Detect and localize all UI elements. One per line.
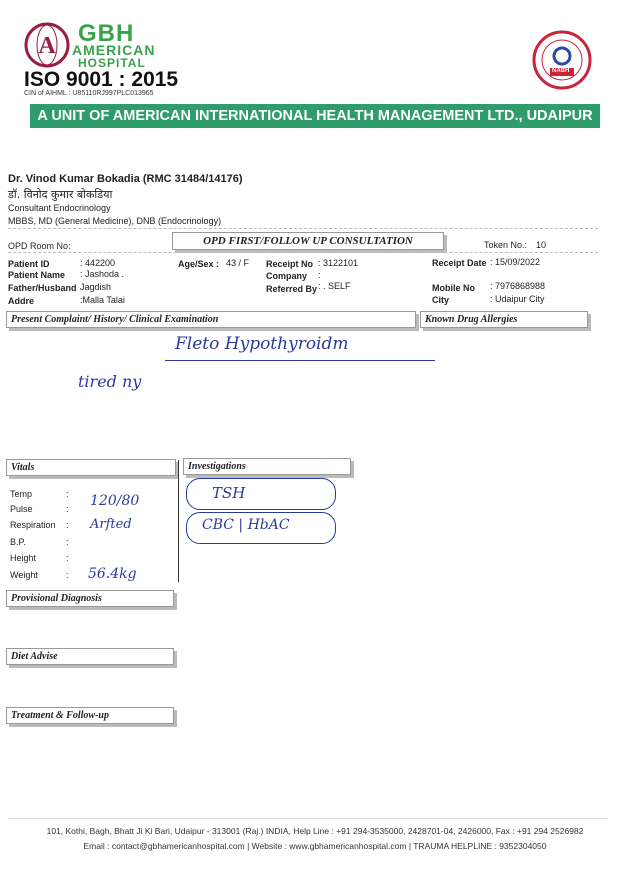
receipt-no-label: Receipt No	[266, 259, 314, 269]
vital-bp-colon: :	[66, 537, 69, 547]
handwritten-complaint-1: Fleto Hypothyroidm	[175, 334, 349, 354]
handwritten-pulse: 120/80	[90, 493, 140, 509]
vital-pulse-colon: :	[66, 504, 69, 514]
receipt-no-value: : 3122101	[318, 258, 359, 268]
handwritten-weight: 56.4kg	[88, 566, 137, 582]
city-value: : Udaipur City	[490, 294, 545, 304]
footer-address: 101, Kothi, Bagh, Bhatt Ji Ki Bari, Udaipur - 313001 (Raj.) INDIA, Help Line : +91 294-3535000, 2428701-04, 2426000, Fax : +91 294 2526982	[46, 826, 584, 836]
vital-weight-label: Weight	[10, 570, 38, 580]
receipt-date-value: : 15/09/2022	[490, 257, 541, 267]
section-treatment: Treatment & Follow-up	[6, 707, 174, 724]
address-label: Addre	[8, 296, 35, 306]
cin-number: CIN of AIHML : U85110RJ997PLC013965	[24, 90, 154, 97]
section-investigations: Investigations	[183, 458, 351, 475]
token-value: 10	[536, 240, 547, 250]
section-allergies: Known Drug Allergies	[420, 311, 588, 328]
divider	[8, 228, 598, 229]
age-sex-label: Age/Sex :	[178, 259, 220, 269]
hospital-logo	[24, 22, 70, 68]
handwritten-respiration: Arfted	[90, 517, 132, 532]
section-vitals: Vitals	[6, 459, 176, 476]
investigation-circle-1	[186, 478, 336, 510]
handwritten-investigation-1: TSH	[212, 484, 246, 502]
vital-height-colon: :	[66, 553, 69, 563]
father-value: Jagdish	[80, 282, 112, 292]
opd-room-label: OPD Room No:	[8, 241, 71, 251]
svg-text:A: A	[38, 33, 56, 59]
handwritten-underline	[165, 360, 435, 361]
age-sex-value: 43 / F	[226, 258, 250, 268]
company-label: Company	[266, 271, 308, 281]
vital-temp-label: Temp	[10, 489, 33, 499]
section-diet-advise: Diet Advise	[6, 648, 174, 665]
logo-american: AMERICAN	[72, 42, 156, 58]
section-complaint: Present Complaint/ History/ Clinical Examination	[6, 311, 416, 328]
patient-id-value: : 442200	[80, 258, 116, 268]
vertical-divider	[178, 460, 179, 582]
vital-pulse-label: Pulse	[10, 504, 33, 514]
doctor-name-hindi: डॉ. विनोद कुमार बोकडिया	[8, 188, 113, 201]
referred-value: : . SELF	[318, 281, 351, 291]
patient-name-label: Patient Name	[8, 270, 66, 280]
iso-certification: ISO 9001 : 2015	[24, 68, 179, 91]
referred-label: Referred By	[266, 284, 318, 294]
footer-contact: Email : contact@gbhamericanhospital.com | Website : www.gbhamericanhospital.com | TRAUMA HELPLINE : 9352304050	[83, 841, 547, 851]
father-label: Father/Husband	[8, 283, 77, 293]
doctor-name: Dr. Vinod Kumar Bokadia (RMC 31484/14176)	[8, 173, 243, 185]
logo-hospital: HOSPITAL	[78, 56, 146, 70]
city-label: City	[432, 295, 450, 305]
handwritten-complaint-2: tired ny	[78, 372, 142, 391]
nabh-label: NABH	[552, 68, 570, 74]
vital-temp-colon: :	[66, 489, 69, 499]
address-value: :Malla Talai	[80, 295, 125, 305]
vital-respiration-colon: :	[66, 520, 69, 530]
token-label: Token No.:	[484, 240, 528, 250]
doctor-title: Consultant Endocrinology	[8, 203, 111, 213]
footer-divider	[8, 818, 608, 819]
doctor-qualification: MBBS, MD (General Medicine), DNB (Endocrinology)	[8, 216, 222, 226]
patient-id-label: Patient ID	[8, 259, 50, 269]
vital-weight-colon: :	[66, 570, 69, 580]
logo-gbh: GBH	[78, 20, 135, 47]
receipt-date-label: Receipt Date	[432, 258, 487, 268]
company-value: :	[318, 270, 321, 280]
vital-respiration-label: Respiration	[10, 520, 56, 530]
form-title: OPD FIRST/FOLLOW UP CONSULTATION	[172, 232, 444, 250]
mobile-value: : 7976868988	[490, 281, 546, 291]
vital-bp-label: B.P.	[10, 537, 26, 547]
handwritten-investigation-2: CBC | HbAC	[202, 517, 290, 533]
mobile-label: Mobile No	[432, 283, 475, 293]
header-banner: A UNIT OF AMERICAN INTERNATIONAL HEALTH MANAGEMENT LTD., UDAIPUR	[30, 104, 600, 128]
section-provisional-diagnosis: Provisional Diagnosis	[6, 590, 174, 607]
patient-name-value: : Jashoda .	[80, 269, 125, 279]
divider	[8, 252, 598, 253]
vital-height-label: Height	[10, 553, 37, 563]
nabh-seal	[532, 30, 592, 90]
